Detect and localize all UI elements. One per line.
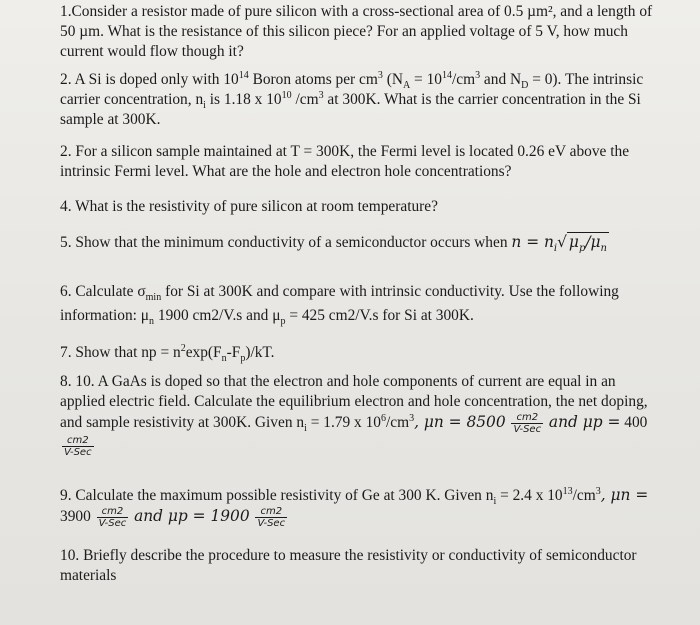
question-9: 9. Calculate the maximum possible resistivity of Ge at 300 K. Given $n_i = 2.4$ x $10^{13}/cm^3$, μn = 3900 $\frac{cm2}{\text{V-Sec}}$ and μp = 1900 $\frac{cm2}{\text{V-Sec}}$ <box>60 485 649 529</box>
question-7: 7. Show that np = $n^2\exp(F_n-F_p)/kT$. <box>60 342 275 365</box>
unit-fraction: $\frac{cm2}{\text{V-Sec}}$ <box>64 435 92 458</box>
unit-fraction: $\frac{cm2}{\text{V-Sec}}$ <box>257 506 286 529</box>
question-2: 2. A Si is doped only with $10^{14}$ Boron atoms per $cm^3$ ($N_A = 10^{14}/cm^3$ and $N_D = 0$). The intrinsic carrier concentration, $n_i$ is 1.18 x $10^{10}$ $/cm^3$ at 300K. What is the carrier concentration in the Si sample at 300K. <box>60 69 644 128</box>
unit-fraction: $\frac{cm2}{\text{V-Sec}}$ <box>98 506 127 529</box>
question-3: 2. For a silicon sample maintained at T = 300K, the Fermi level is located 0.26 eV above the intrinsic Fermi level. What are the hole and electron hole concentrations? <box>60 143 630 180</box>
question-6: 6. Calculate $\sigma_{min}$ for Si at 300K and compare with intrinsic conductivity. Use the following information: $\mu_n$ 1900 cm2/V.s and $\mu_p = 425$ cm2/V.s for Si at 300K. <box>60 283 619 328</box>
question-1: 1.Consider a resistor made of pure silicon with a cross-sectional area of 0.5 µm², and a length of 50 µm. What is the resistance of this silicon piece? For an applied voltage of 5 V, how much current would flow though it? <box>60 3 653 60</box>
question-4: 4. What is the resistivity of pure silicon at room temperature? <box>60 198 438 215</box>
question-5: 5. Show that the minimum conductivity of a semiconductor occurs when $n = n_i√$ $\mu_p/\mu_n$ <box>60 233 607 255</box>
question-8: 8. 10. A GaAs is doped so that the electron and hole components of current are equal in an applied electric field. Calculate the equilibrium electron and hole concentration, the net doping, and sample resistivity at 300K. Given $n_i = 1.79$ x $10^6/cm^3$, μn = 8500 $\frac{cm2}{\text{V-Sec}}$ and μp = 400 $\frac{cm2}{\text{V-Sec}}$ <box>60 373 648 458</box>
unit-fraction: $\frac{cm2}{\text{V-Sec}}$ <box>513 412 542 435</box>
question-10: 10. Briefly describe the procedure to measure the resistivity or conductivity of semiconductor materials <box>60 547 637 584</box>
min-conductivity-formula: $n = n_i√$ $\mu_p/\mu_n$ <box>511 233 607 255</box>
